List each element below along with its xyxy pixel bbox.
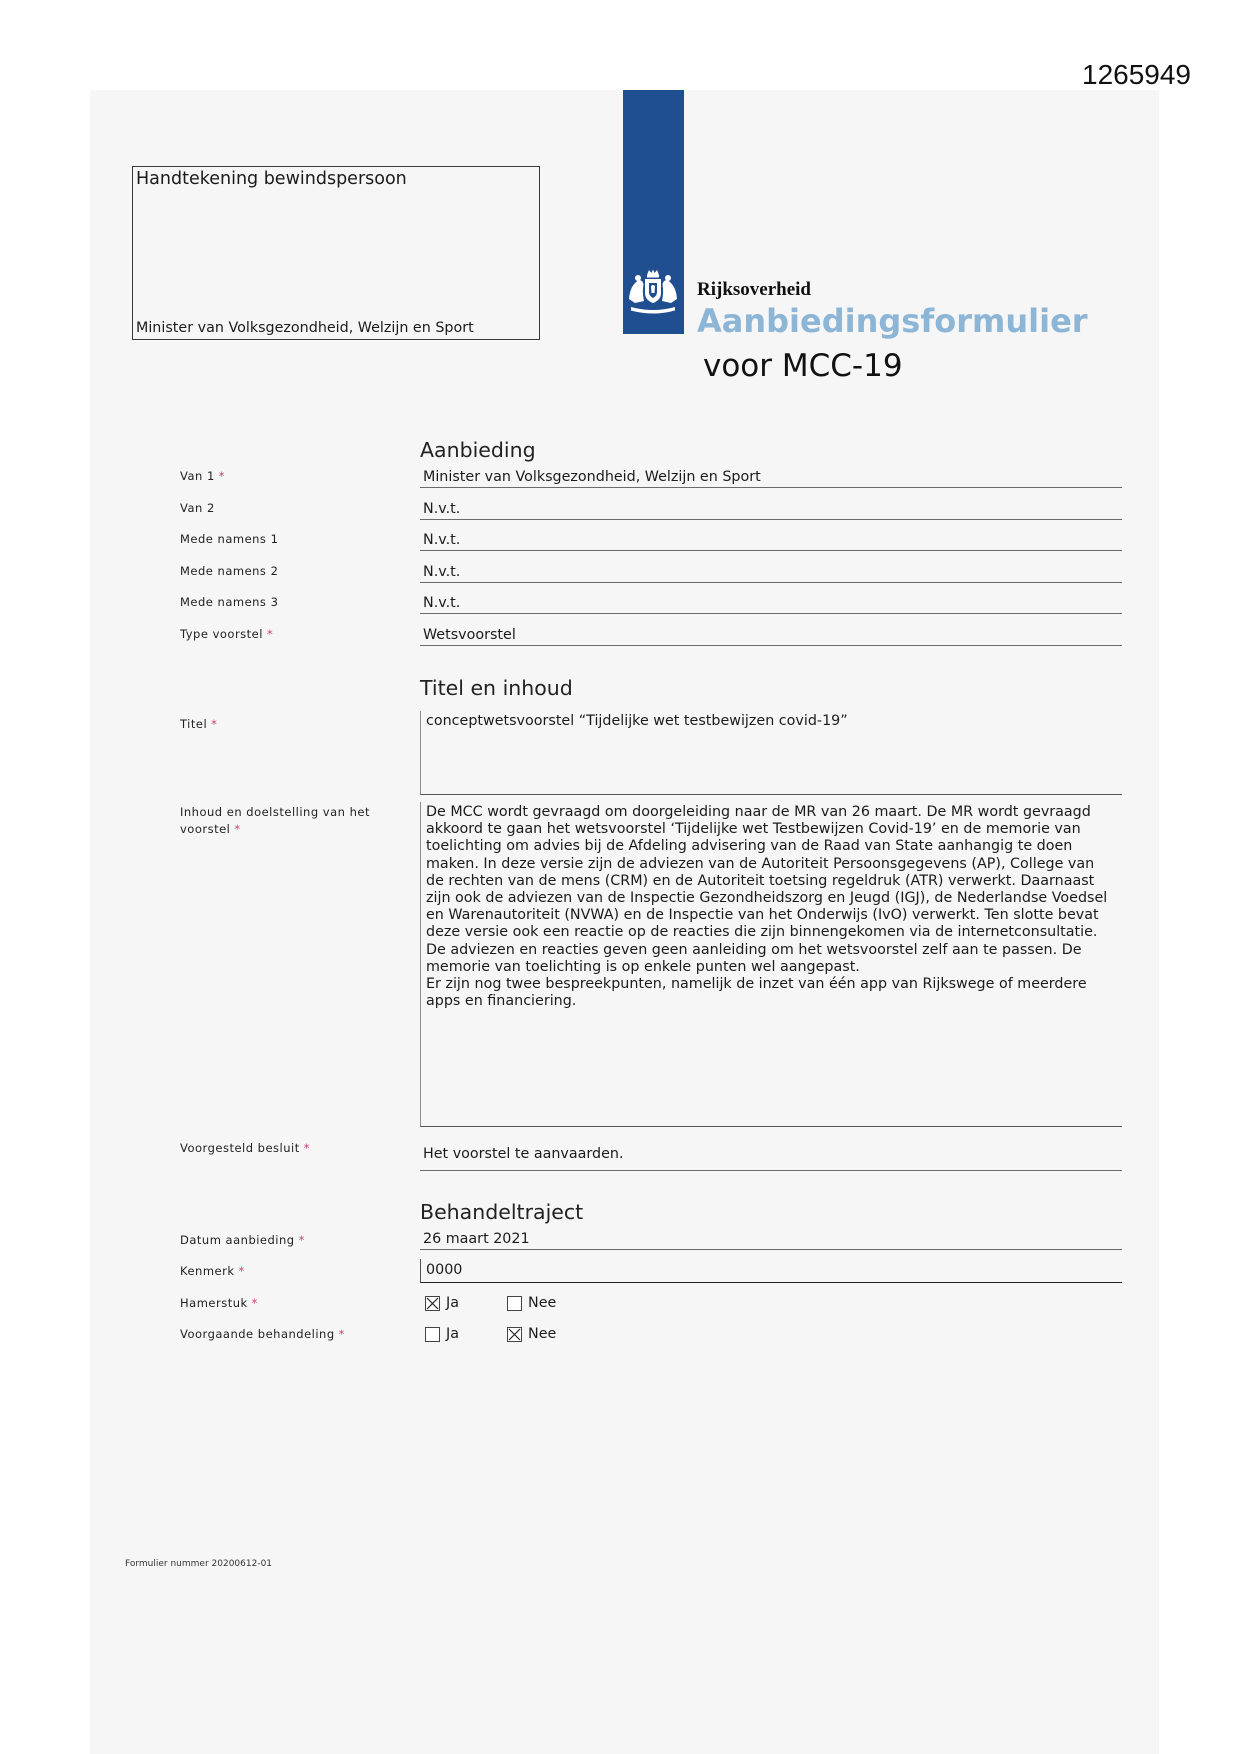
required-marker: *: [218, 469, 225, 483]
hamerstuk-nee-checkbox[interactable]: [507, 1296, 522, 1311]
form-title: Aanbiedingsformulier: [697, 302, 1088, 340]
coat-of-arms-icon: [626, 268, 680, 316]
required-marker: *: [338, 1327, 345, 1341]
form-subtitle: voor MCC-19: [703, 348, 903, 384]
field-label-mede-namens-1: Mede namens 1: [180, 532, 279, 546]
required-marker: *: [238, 1264, 245, 1278]
inhoud-paragraph: Er zijn nog twee bespreekpunten, namelijk de inzet van één app van Rijkswege of meerdere apps en financiering.: [426, 976, 1087, 1010]
required-marker: *: [234, 822, 241, 836]
signature-box-signer: Minister van Volksgezondheid, Welzijn en Sport: [136, 320, 474, 336]
field-label-voorgesteld-besluit: Voorgesteld besluit *: [180, 1141, 310, 1155]
document-number: 1265949: [1082, 59, 1192, 90]
field-value-mede-namens-1[interactable]: N.v.t.: [420, 529, 1122, 551]
section-heading-titel-en-inhoud: Titel en inhoud: [420, 676, 573, 700]
form-number: Formulier nummer 20200612-01: [125, 1559, 273, 1569]
required-marker: *: [211, 717, 217, 731]
field-value-titel[interactable]: [420, 711, 1122, 795]
field-label-datum-aanbieding: Datum aanbieding *: [180, 1233, 305, 1247]
hamerstuk-nee-label: Nee: [528, 1295, 557, 1311]
titel-text: conceptwetsvoorstel “Tijdelijke wet testbewijzen covid-19”: [426, 713, 848, 729]
signature-box-title: Handtekening bewindspersoon: [136, 169, 407, 189]
field-label-van-2: Van 2: [180, 501, 215, 515]
signature-box: [132, 166, 540, 340]
voorgaande-behandeling-option-nee[interactable]: [507, 1326, 556, 1343]
required-marker: *: [251, 1296, 258, 1310]
hamerstuk-ja-checkbox[interactable]: [425, 1296, 440, 1311]
field-value-datum-aanbieding[interactable]: 26 maart 2021: [420, 1228, 1122, 1250]
hamerstuk-option-ja[interactable]: [425, 1295, 459, 1312]
hamerstuk-ja-label: Ja: [446, 1295, 459, 1311]
field-value-type-voorstel[interactable]: Wetsvoorstel: [420, 624, 1122, 646]
field-label-voorgaande-behandeling: Voorgaande behandeling *: [180, 1327, 345, 1341]
inhoud-paragraph: De MCC wordt gevraagd om doorgeleiding naar de MR van 26 maart. De MR wordt gevraagd akkoord te gaan het wetsvoorstel ‘Tijdelijke wet Testbewijzen Covid-19’ en de memorie van toelichting om advies bij de Afdeling advisering van de Raad van State aanhangig te doen maken. In deze versie zijn de adviezen van de Autoriteit Persoonsgegevens (AP), College van de rechten van de mens (CRM) en de Autoriteit toetsing regeldruk (ATR) verwerkt. Daarnaast zijn ook de adviezen van de Inspectie Gezondheidszorg en Jeugd (IGJ), de Nederlandse Voedsel en Warenautoriteit (NVWA) en de Inspectie van het Onderwijs (IvO) verwerkt. Ten slotte bevat deze versie ook een reactie op de reacties die zijn binnengekomen via de internetconsultatie. De adviezen en reacties geven geen aanleiding om het wetsvoorstel zelf aan te passen. De memorie van toelichting is op enkele punten wel aangepast.: [426, 804, 1108, 975]
field-label-mede-namens-3: Mede namens 3: [180, 595, 279, 609]
field-value-kenmerk[interactable]: 0000: [420, 1259, 1122, 1283]
voorgaande-behandeling-option-ja[interactable]: [425, 1326, 459, 1343]
field-label-hamerstuk: Hamerstuk *: [180, 1296, 258, 1310]
field-label-type-voorstel: Type voorstel *: [180, 627, 273, 641]
required-marker: *: [266, 627, 273, 641]
voorgaande-behandeling-ja-checkbox[interactable]: [425, 1327, 440, 1342]
voorgaande-behandeling-nee-checkbox[interactable]: [507, 1327, 522, 1342]
required-marker: *: [298, 1233, 305, 1247]
field-value-voorgesteld-besluit[interactable]: Het voorstel te aanvaarden.: [420, 1140, 1122, 1171]
field-value-mede-namens-2[interactable]: N.v.t.: [420, 561, 1122, 583]
field-label-titel: Titel *: [180, 717, 217, 731]
field-label-inhoud: Inhoud en doelstelling van het voorstel *: [180, 805, 370, 836]
voorgaande-behandeling-ja-label: Ja: [446, 1326, 459, 1342]
field-label-van-1: Van 1 *: [180, 469, 225, 483]
field-label-mede-namens-2: Mede namens 2: [180, 564, 279, 578]
field-value-van-2[interactable]: N.v.t.: [420, 498, 1122, 520]
section-heading-aanbieding: Aanbieding: [420, 438, 536, 462]
organization-name: Rijksoverheid: [697, 279, 811, 300]
required-marker: *: [303, 1141, 310, 1155]
rijksoverheid-logo-bar: [623, 90, 684, 334]
voorgaande-behandeling-nee-label: Nee: [528, 1326, 557, 1342]
field-value-van-1[interactable]: Minister van Volksgezondheid, Welzijn en Sport: [420, 466, 1122, 488]
hamerstuk-option-nee[interactable]: [507, 1295, 556, 1312]
section-heading-behandeltraject: Behandeltraject: [420, 1200, 584, 1224]
field-value-inhoud[interactable]: [420, 802, 1122, 1127]
field-value-mede-namens-3[interactable]: N.v.t.: [420, 592, 1122, 614]
field-label-kenmerk: Kenmerk *: [180, 1264, 245, 1278]
